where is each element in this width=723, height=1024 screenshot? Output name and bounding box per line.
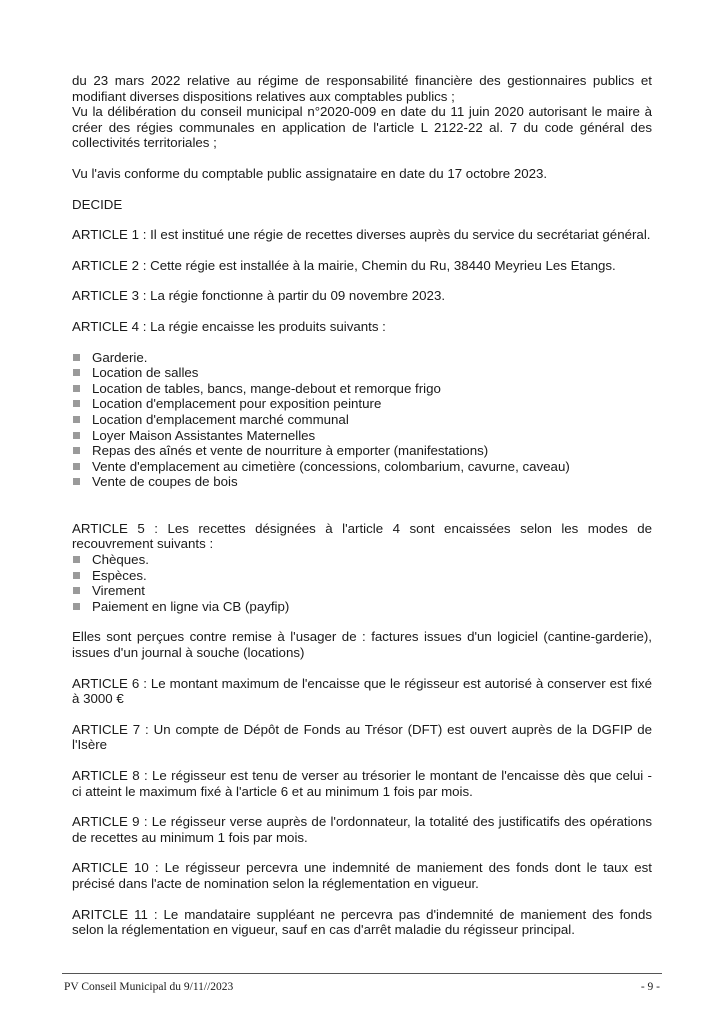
intro-deliberation: Vu la délibération du conseil municipal n°2020-009 en date du 11 juin 2020 autorisant le maire à créer des régies communales en application de l'article L 2122-22 al. 7 du code général des collectivités territoriales ; [72,104,652,151]
square-bullet-icon [73,572,80,579]
list-item-text: Vente de coupes de bois [92,474,238,490]
list-item-text: Vente d'emplacement au cimetière (concessions, colombarium, cavurne, caveau) [92,458,570,474]
decide-heading: DECIDE [72,196,123,212]
list-item-text: Paiement en ligne via CB (payfip) [92,598,290,614]
list-item [72,568,652,584]
square-bullet-icon [73,478,80,485]
list-item [72,365,652,381]
square-bullet-icon [73,369,80,376]
document-body [72,73,652,938]
article-2: ARTICLE 2 : Cette régie est installée à la mairie, Chemin du Ru, 38440 Meyrieu Les Etangs. [72,257,616,273]
article-4-list [72,350,652,490]
list-item-text: Location d'emplacement pour exposition peinture [92,396,382,412]
list-item [72,443,652,459]
square-bullet-icon [73,432,80,439]
list-item-text: Repas des aînés et vente de nourriture à emporter (manifestations) [92,443,489,459]
article-5-list [72,552,652,614]
list-item-text: Chèques. [92,552,149,568]
list-item [72,428,652,444]
list-item-text: Location de tables, bancs, mange-debout et remorque frigo [92,380,441,396]
list-item [72,599,652,615]
article-6: ARTICLE 6 : Le montant maximum de l'encaisse que le régisseur est autorisé à conserver est fixé à 3000 € [72,675,652,707]
list-item [72,381,652,397]
square-bullet-icon [73,447,80,454]
intro-paragraph: du 23 mars 2022 relative au régime de responsabilité financière des gestionnaires publics et modifiant diverses dispositions relatives aux comptables publics ; [72,73,652,104]
square-bullet-icon [73,400,80,407]
list-item-text: Virement [92,583,145,599]
page-footer [62,973,662,993]
list-item [72,350,652,366]
square-bullet-icon [73,556,80,563]
list-item-text: Location de salles [92,365,199,381]
intro-avis: Vu l'avis conforme du comptable public assignataire en date du 17 octobre 2023. [72,165,548,181]
page-number: - 9 - [640,981,660,993]
list-item-text: Espèces. [92,567,147,583]
list-item [72,552,652,568]
list-item-text: Location d'emplacement marché communal [92,411,349,427]
square-bullet-icon [73,463,80,470]
article-5-remise: Elles sont perçues contre remise à l'usager de : factures issues d'un logiciel (cantine-garderie), issues d'un journal à souche (locations) [72,629,652,661]
square-bullet-icon [73,354,80,361]
article-5: ARTICLE 5 : Les recettes désignées à l'article 4 sont encaissées selon les modes de recouvrement suivants : [72,520,652,552]
list-item [72,396,652,412]
list-item [72,459,652,475]
article-1: ARTICLE 1 : Il est institué une régie de recettes diverses auprès du service du secrétariat général. [72,227,651,243]
list-item-text: Loyer Maison Assistantes Maternelles [92,427,316,443]
article-4: ARTICLE 4 : La régie encaisse les produits suivants : [72,318,386,334]
article-11: ARITCLE 11 : Le mandataire suppléant ne percevra pas d'indemnité de maniement des fonds selon la réglementation en vigueur, sauf en cas d'arrêt maladie du régisseur principal. [72,906,652,938]
square-bullet-icon [73,385,80,392]
square-bullet-icon [73,603,80,610]
square-bullet-icon [73,587,80,594]
article-7: ARTICLE 7 : Un compte de Dépôt de Fonds au Trésor (DFT) est ouvert auprès de la DGFIP de l'Isère [72,721,652,753]
list-item [72,412,652,428]
article-3: ARTICLE 3 : La régie fonctionne à partir du 09 novembre 2023. [72,288,446,304]
square-bullet-icon [73,416,80,423]
list-item [72,474,652,490]
article-9: ARTICLE 9 : Le régisseur verse auprès de l'ordonnateur, la totalité des justificatifs des opérations de recettes au minimum 1 fois par mois. [72,814,652,845]
article-8: ARTICLE 8 : Le régisseur est tenu de verser au trésorier le montant de l'encaisse dès que celui - ci atteint le maximum fixé à l'article 6 et au minimum 1 fois par mois. [72,768,652,799]
article-10: ARTICLE 10 : Le régisseur percevra une indemnité de maniement des fonds dont le taux est précisé dans l'acte de nomination selon la réglementation en vigueur. [72,860,652,891]
list-item-text: Garderie. [92,349,148,365]
footer-title: PV Conseil Municipal du 9/11//2023 [64,981,234,993]
list-item [72,583,652,599]
